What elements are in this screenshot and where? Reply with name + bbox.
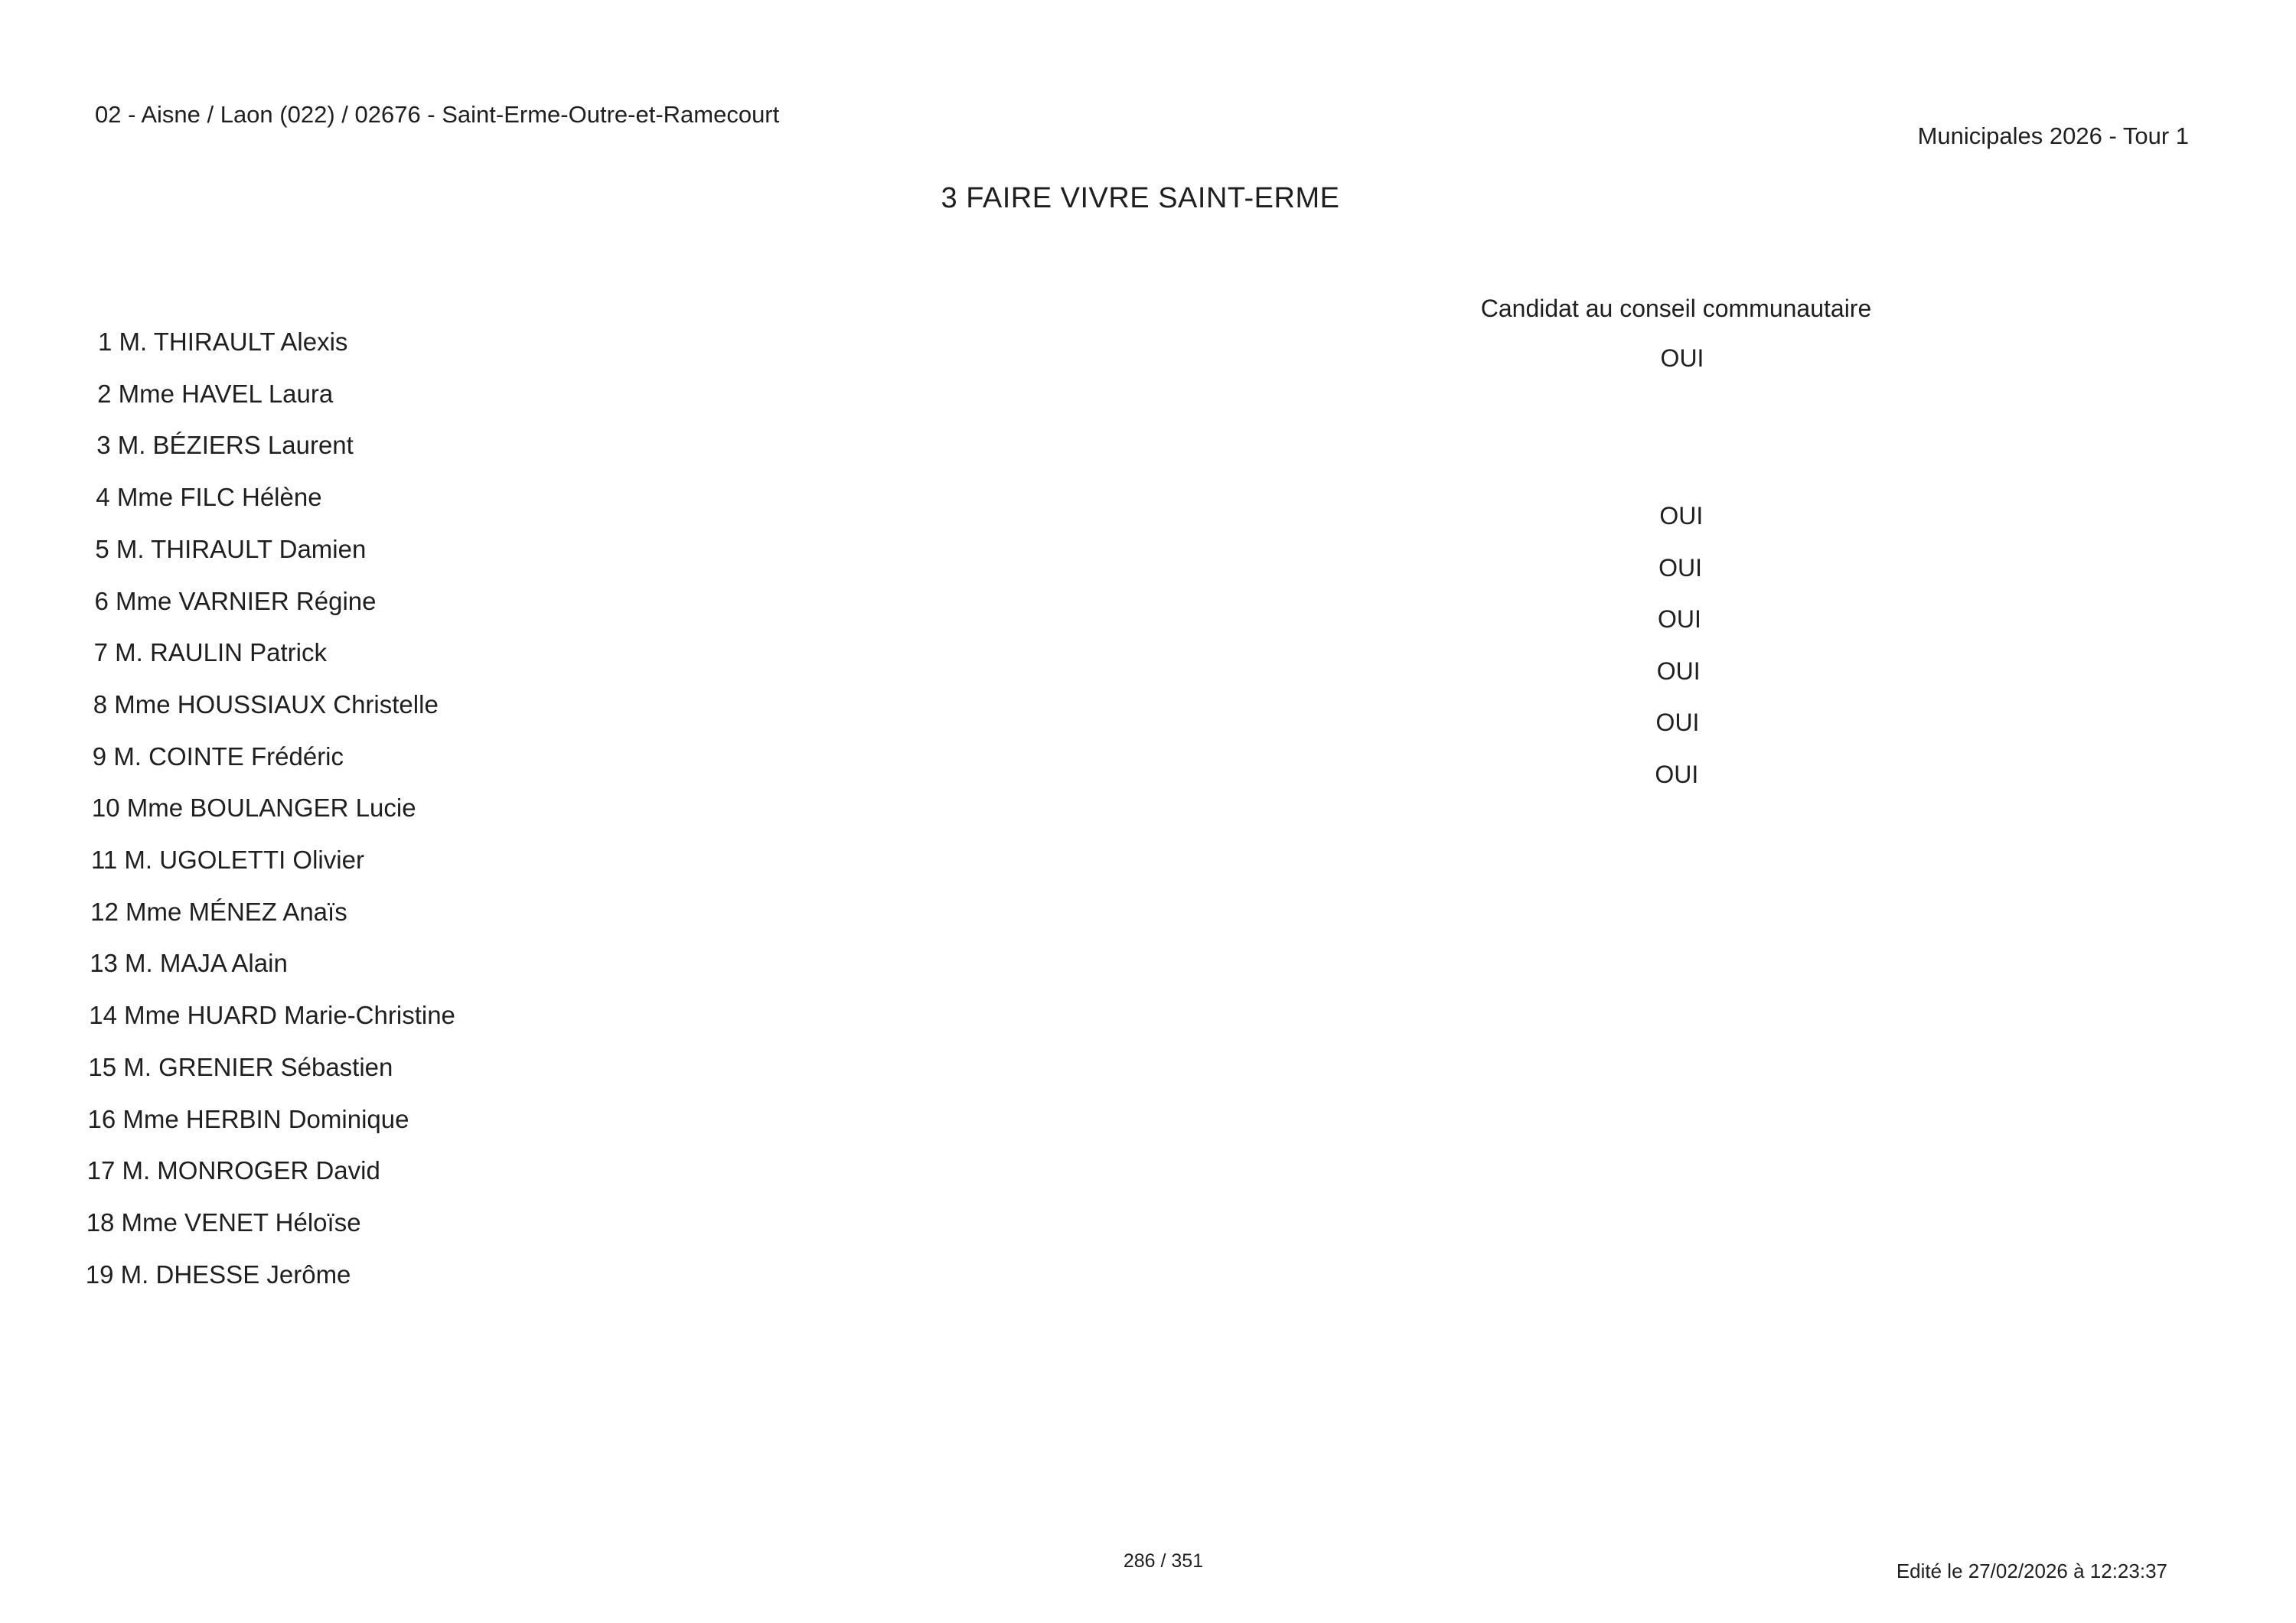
page-number: 286 / 351 [1123,1550,1204,1572]
council-flag: OUI [1655,709,1700,737]
candidate-name: 2 Mme HAVEL Laura [97,379,334,408]
candidate-row [91,846,364,876]
council-flag: OUI [1658,553,1703,582]
council-flag: OUI [1659,502,1704,530]
candidate-row [93,742,344,773]
candidate-row [87,1156,380,1187]
edited-timestamp: Edité le 27/02/2026 à 12:23:37 [1896,1559,2167,1582]
candidate-name: 13 M. MAJA Alain [90,949,288,978]
candidate-name: 6 Mme VARNIER Régine [94,586,377,615]
candidate-row [88,1105,409,1136]
candidate-name: 9 M. COINTE Frédéric [92,741,344,771]
council-column-header: Candidat au conseil communautaire [1480,295,1872,322]
candidate-row [89,1001,455,1031]
council-flag: OUI [1656,657,1701,685]
candidate-name: 11 M. UGOLETTI Olivier [91,846,364,874]
candidate-row [92,794,416,824]
candidate-row [95,535,366,565]
election-header: Municipales 2026 - Tour 1 [1917,122,2189,149]
candidate-name: 4 Mme FILC Hélène [96,483,322,512]
candidate-name: 19 M. DHESSE Jerôme [85,1260,351,1289]
candidate-name: 8 Mme HOUSSIAUX Christelle [93,689,439,719]
council-flag: OUI [1660,344,1704,372]
candidate-name: 14 Mme HUARD Marie-Christine [89,1001,455,1030]
candidate-row [90,949,288,979]
candidate-name: 15 M. GRENIER Sébastien [88,1052,393,1081]
candidate-row [96,431,354,461]
council-flag: OUI [1655,761,1699,788]
candidate-row [90,898,347,928]
candidate-row [97,380,333,410]
candidate-row [94,638,327,669]
list-title: 3 FAIRE VIVRE SAINT-ERME [941,182,1340,214]
candidate-name: 7 M. RAULIN Patrick [93,638,327,667]
candidate-name: 1 M. THIRAULT Alexis [98,328,348,356]
candidate-row [86,1208,361,1239]
candidate-row [88,1053,393,1084]
candidate-row [98,328,347,358]
candidate-row [95,587,377,618]
candidate-name: 16 Mme HERBIN Dominique [87,1104,409,1133]
council-flag: OUI [1657,605,1701,634]
candidate-name: 3 M. BÉZIERS Laurent [96,431,354,460]
candidate-row [86,1260,351,1291]
candidate-name: 12 Mme MÉNEZ Anaïs [90,897,347,926]
location-header: 02 - Aisne / Laon (022) / 02676 - Saint-Erme-Outre-et-Ramecourt [95,101,780,128]
candidate-name: 5 M. THIRAULT Damien [95,534,367,563]
candidate-row [93,690,439,721]
candidate-name: 18 Mme VENET Héloïse [86,1207,361,1237]
candidate-row [96,483,321,513]
candidate-name: 10 Mme BOULANGER Lucie [91,794,416,823]
candidate-name: 17 M. MONROGER David [86,1156,380,1185]
